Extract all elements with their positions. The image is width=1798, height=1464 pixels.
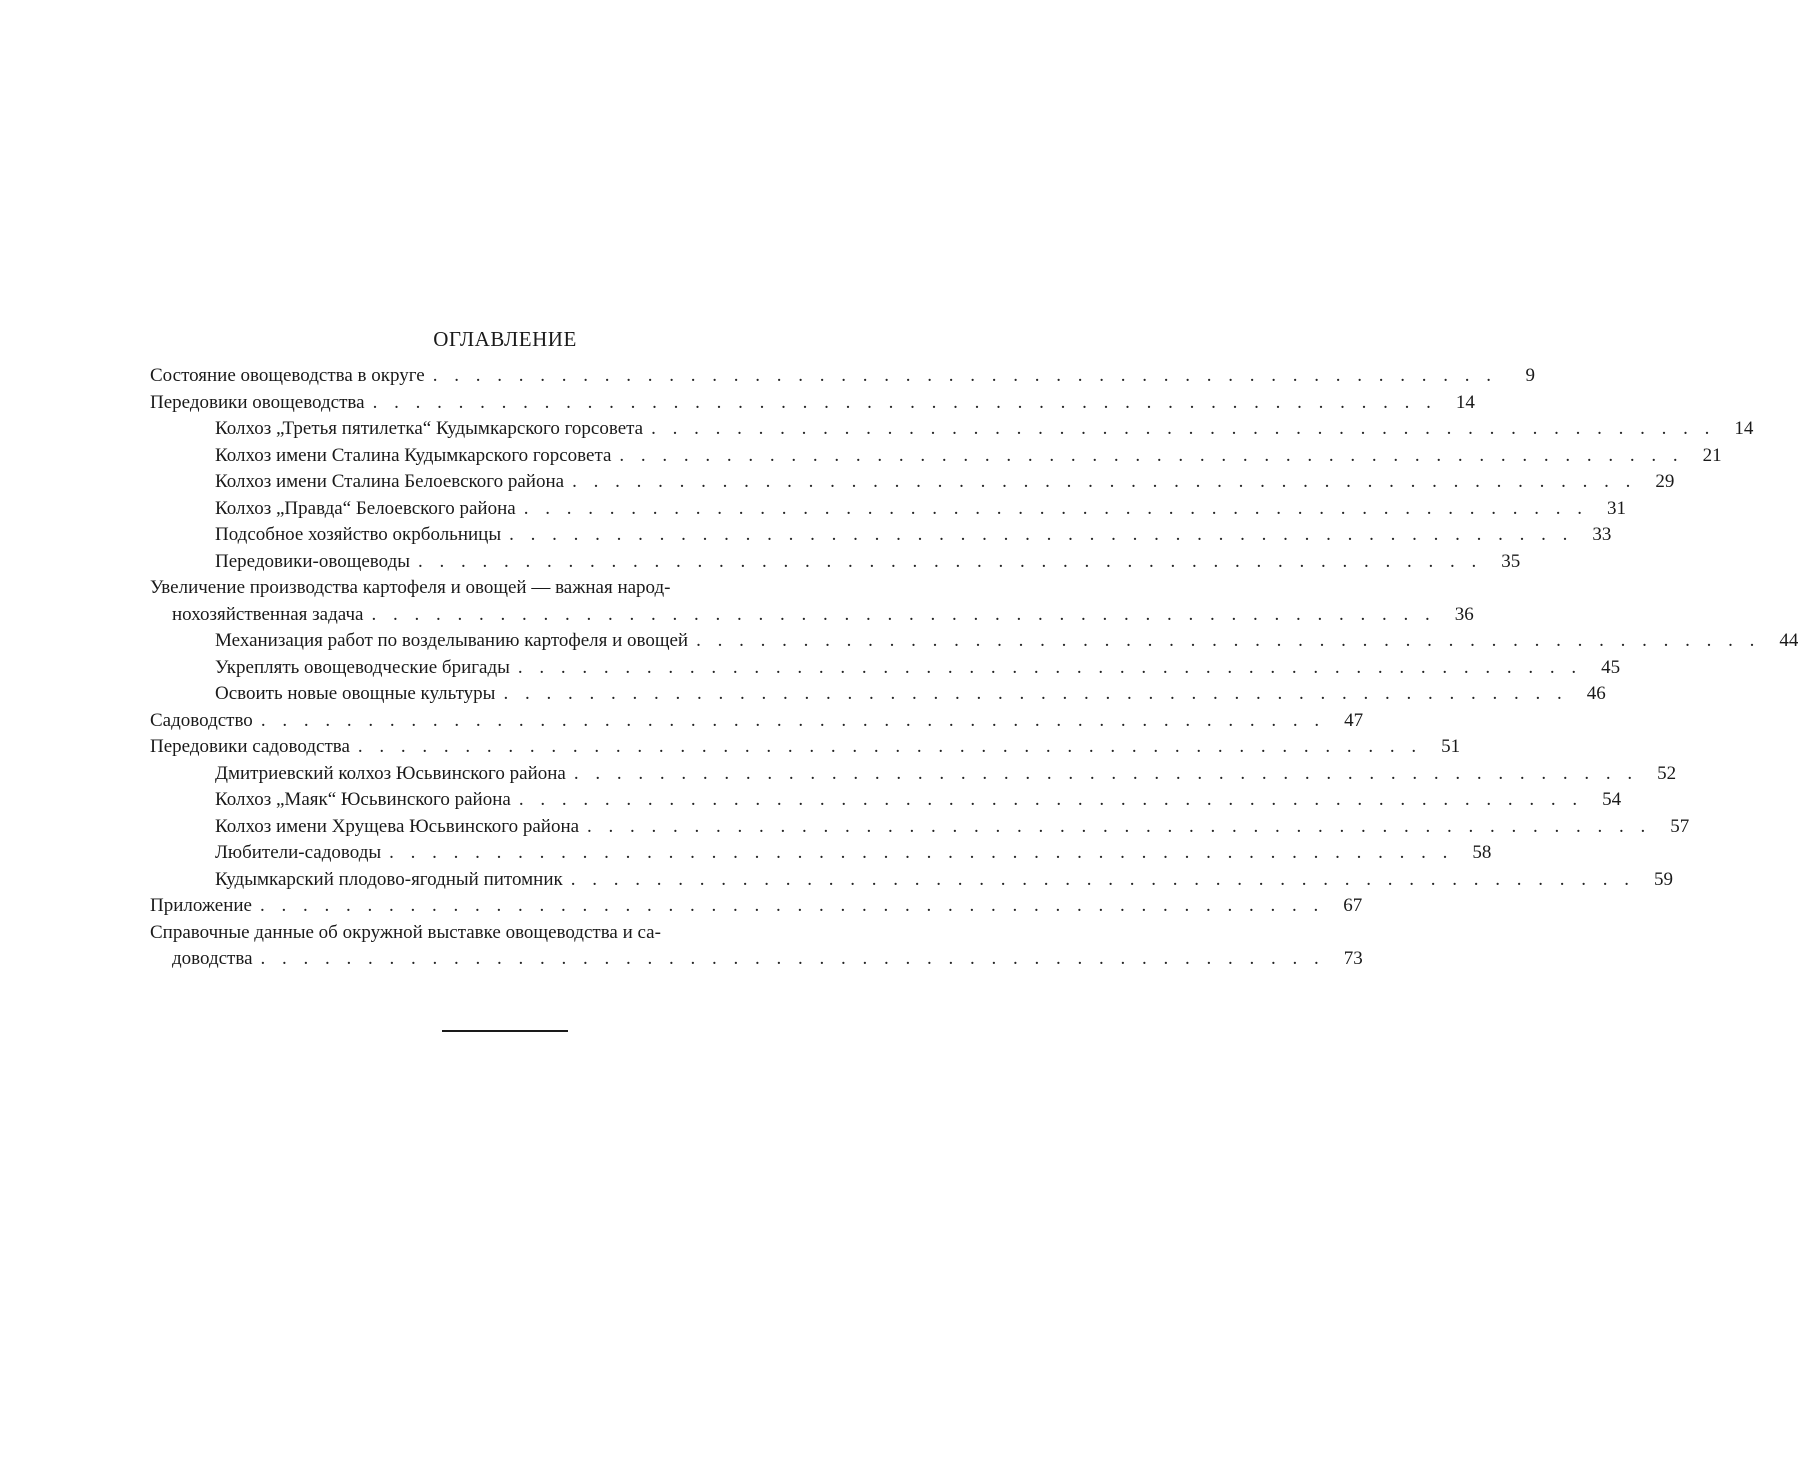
toc-page-number: 9 xyxy=(1525,365,1535,386)
toc-entry-label: Любители-садоводы xyxy=(215,842,382,863)
toc-subentry xyxy=(150,443,1722,470)
toc-page-number: 33 xyxy=(1592,524,1612,545)
toc-subentry xyxy=(150,681,1606,708)
toc-entry-label: Колхоз „Правда“ Белоевского района xyxy=(215,497,516,519)
toc-entry-label: Колхоз „Маяк“ Юсьвинского района xyxy=(215,789,511,810)
toc-entry xyxy=(150,920,860,947)
toc-entry-label: Освоить новые овощные культуры xyxy=(215,683,496,704)
toc-page-number: 14 xyxy=(1455,391,1475,413)
toc-entry xyxy=(150,708,1364,735)
toc-leader-dots: . . . . . . . . . . . . . . . . . . . . . . . . . . . . . . . . . . . . . . . . . . . . . . . . . . xyxy=(619,444,1684,466)
toc-entry-continuation xyxy=(150,602,1474,629)
toc-entry-label: Дмитриевский колхоз Юсьвинского района xyxy=(215,762,566,784)
toc-leader-dots: . . . . . . . . . . . . . . . . . . . . . . . . . . . . . . . . . . . . . . . . . . . . . . . . . . xyxy=(696,630,1761,651)
toc-leader-dots: . . . . . . . . . . . . . . . . . . . . . . . . . . . . . . . . . . . . . . . . . . . . . . . . . . xyxy=(587,815,1652,837)
toc-entry-label: Подсобное хозяйство окрбольницы xyxy=(215,524,502,545)
toc-subentry xyxy=(150,840,1492,867)
toc-page-number: 14 xyxy=(1734,418,1754,439)
toc-page-number: 54 xyxy=(1602,789,1622,810)
toc-entry-label: Колхоз „Третья пятилетка“ Кудымкарского горсовета xyxy=(215,418,644,439)
toc-page-number: 73 xyxy=(1343,948,1363,969)
toc-subentry xyxy=(150,787,1622,814)
toc-entry-label: Колхоз имени Хрущева Юсьвинского района xyxy=(215,815,580,837)
toc-leader-dots: . . . . . . . . . . . . . . . . . . . . . . . . . . . . . . . . . . . . . . . . . . . . . . . . . . xyxy=(518,789,1584,810)
toc-leader-dots: . . . . . . . . . . . . . . . . . . . . . . . . . . . . . . . . . . . . . . . . . . . . . . . . . . xyxy=(517,656,1583,678)
toc-page-number: 21 xyxy=(1702,444,1722,466)
toc-leader-dots: . . . . . . . . . . . . . . . . . . . . . . . . . . . . . . . . . . . . . . . . . . . . . . . . . . xyxy=(372,391,1437,413)
toc-subentry xyxy=(150,628,1798,655)
toc-entry xyxy=(150,363,1535,390)
toc-leader-dots: . . . . . . . . . . . . . . . . . . . . . . . . . . . . . . . . . . . . . . . . . . . . . . . . . . xyxy=(432,365,1497,386)
toc-leader-dots: . . . . . . . . . . . . . . . . . . . . . . . . . . . . . . . . . . . . . . . . . . . . . . . . . . xyxy=(572,471,1637,492)
toc-page-number: 59 xyxy=(1653,868,1673,890)
toc-subentry xyxy=(150,469,1675,496)
toc-entry xyxy=(150,575,860,602)
toc-subentry xyxy=(150,496,1626,523)
toc-entry-label: Передовики овощеводства xyxy=(150,391,365,413)
toc-page-number: 51 xyxy=(1441,736,1461,757)
table-of-contents xyxy=(150,363,1798,973)
toc-entry-label-line1: Справочные данные об окружной выставке овощеводства и са- xyxy=(150,921,661,943)
toc-entry xyxy=(150,390,1475,417)
toc-entry-label: Укреплять овощеводческие бригады xyxy=(215,656,510,678)
toc-entry-label: Кудымкарский плодово-ягодный питомник xyxy=(215,868,563,890)
toc-entry-label: Приложение xyxy=(150,895,252,916)
toc-leader-dots: . . . . . . . . . . . . . . . . . . . . . . . . . . . . . . . . . . . . . . . . . . . . . . . . . . xyxy=(418,550,1483,572)
toc-entry-label: Состояние овощеводства в округе xyxy=(150,365,425,386)
toc-subentry xyxy=(150,416,1754,443)
toc-entry-label: Колхоз имени Сталина Кудымкарского горсовета xyxy=(215,444,612,466)
toc-leader-dots: . . . . . . . . . . . . . . . . . . . . . . . . . . . . . . . . . . . . . . . . . . . . . . . . . . xyxy=(371,603,1436,625)
toc-leader-dots: . . . . . . . . . . . . . . . . . . . . . . . . . . . . . . . . . . . . . . . . . . . . . . . . . . xyxy=(503,683,1568,704)
toc-page-number: 44 xyxy=(1779,630,1798,651)
toc-subentry xyxy=(150,522,1612,549)
toc-page-number: 31 xyxy=(1606,497,1626,519)
toc-entry-label-line1: Увеличение производства картофеля и овощей — важная народ- xyxy=(150,577,671,598)
toc-leader-dots: . . . . . . . . . . . . . . . . . . . . . . . . . . . . . . . . . . . . . . . . . . . . . . . . . . xyxy=(357,736,1423,757)
toc-leader-dots: . . . . . . . . . . . . . . . . . . . . . . . . . . . . . . . . . . . . . . . . . . . . . . . . . . xyxy=(523,497,1588,519)
toc-page-number: 35 xyxy=(1501,550,1521,572)
toc-entry-label: Колхоз имени Сталина Белоевского района xyxy=(215,471,565,492)
toc-leader-dots: . . . . . . . . . . . . . . . . . . . . . . . . . . . . . . . . . . . . . . . . . . . . . . . . . . xyxy=(389,842,1454,863)
toc-page-number: 52 xyxy=(1657,762,1677,784)
toc-page-number: 67 xyxy=(1343,895,1363,916)
toc-entry xyxy=(150,734,1461,761)
toc-heading: ОГЛАВЛЕНИЕ xyxy=(433,327,577,351)
toc-entry-label: Передовики садоводства xyxy=(150,736,350,757)
toc-entry-continuation xyxy=(150,946,1363,973)
toc-leader-dots: . . . . . . . . . . . . . . . . . . . . . . . . . . . . . . . . . . . . . . . . . . . . . . . . . . xyxy=(651,418,1716,439)
toc-leader-dots: . . . . . . . . . . . . . . . . . . . . . . . . . . . . . . . . . . . . . . . . . . . . . . . . . . xyxy=(573,762,1639,784)
toc-entry-label-line2: нохозяйственная задача xyxy=(172,603,364,625)
toc-leader-dots: . . . . . . . . . . . . . . . . . . . . . . . . . . . . . . . . . . . . . . . . . . . . . . . . . . xyxy=(260,709,1326,731)
end-rule-divider xyxy=(442,1030,568,1032)
toc-page-number: 45 xyxy=(1601,656,1621,678)
toc-entry-label: Передовики-овощеводы xyxy=(215,550,411,572)
toc-page-number: 47 xyxy=(1344,709,1364,731)
toc-leader-dots: . . . . . . . . . . . . . . . . . . . . . . . . . . . . . . . . . . . . . . . . . . . . . . . . . . xyxy=(509,524,1574,545)
toc-page-number: 58 xyxy=(1472,842,1492,863)
toc-subentry xyxy=(150,655,1621,682)
toc-leader-dots: . . . . . . . . . . . . . . . . . . . . . . . . . . . . . . . . . . . . . . . . . . . . . . . . . . xyxy=(260,948,1325,969)
toc-leader-dots: . . . . . . . . . . . . . . . . . . . . . . . . . . . . . . . . . . . . . . . . . . . . . . . . . . xyxy=(259,895,1325,916)
toc-entry-label: Механизация работ по возделыванию картофеля и овощей xyxy=(215,630,689,651)
toc-page-number: 57 xyxy=(1670,815,1690,837)
toc-subentry xyxy=(150,761,1677,788)
toc-entry xyxy=(150,893,1363,920)
toc-subentry xyxy=(150,867,1673,894)
toc-subentry xyxy=(150,814,1690,841)
toc-entry-label-line2: доводства xyxy=(172,948,253,969)
toc-subentry xyxy=(150,549,1521,576)
toc-leader-dots: . . . . . . . . . . . . . . . . . . . . . . . . . . . . . . . . . . . . . . . . . . . . . . . . . . xyxy=(570,868,1635,890)
toc-page-number: 36 xyxy=(1454,603,1474,625)
toc-entry-label: Садоводство xyxy=(150,709,253,731)
toc-page-number: 46 xyxy=(1586,683,1606,704)
toc-page-number: 29 xyxy=(1655,471,1675,492)
